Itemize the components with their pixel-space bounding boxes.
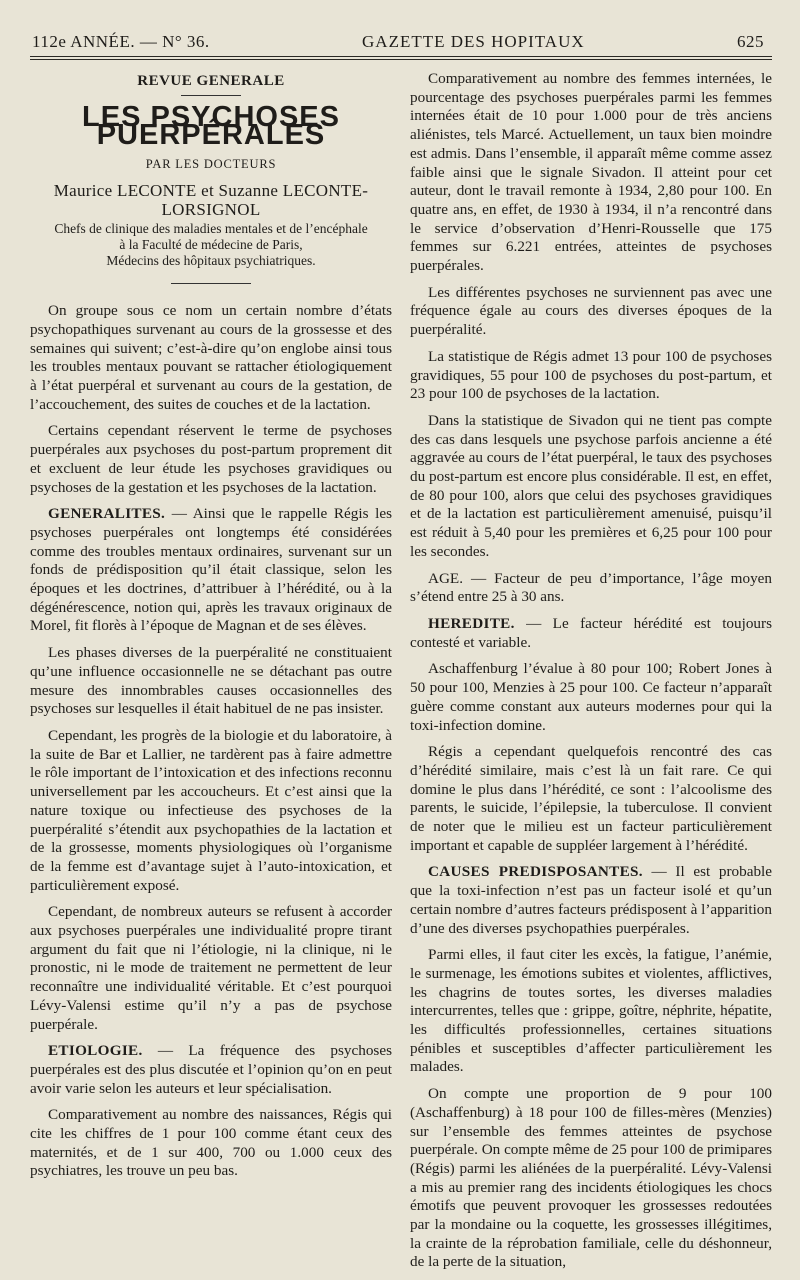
issue-number: 112e ANNÉE. — N° 36. <box>32 32 210 51</box>
section-heading: GENERALITES. <box>48 505 166 523</box>
journal-title: GAZETTE DES HOPITAUX <box>362 32 585 51</box>
paragraph-generalites <box>30 505 392 636</box>
right-column <box>410 70 772 1280</box>
paragraph: Comparativement au nombre des naissances, Régis qui cite les chiffres de 1 pour 100 comme étant ceux des maternités, et de 1 sur 400, 700 ou 1.000 ceux des psychiatres, les trouve un peu bas. <box>30 1106 392 1180</box>
header-rule-thin <box>30 59 772 60</box>
paragraph: Cependant, de nombreux auteurs se refusent à accorder aux psychoses puerpérales une individualité propre tirant argument du fait que ni l’étiologie, ni la clinique, ni le pronostic, ni le mode de traitement ne permettent de leur reconnaître une individualité véritable. Et c’est pourquoi Lévy-Valensi estime qu’il n’y a pas de psychose puerpérale. <box>30 903 392 1033</box>
affiliation-line-3: Médecins des hôpitaux psychiatriques. <box>106 253 316 269</box>
article-title: LES PSYCHOSES PUERPÉRALES <box>82 100 340 152</box>
title-divider <box>171 283 251 284</box>
paragraph-text: — Il est probable que la toxi-infection n’est pas un facteur isolé et qu’un certain nombre d’autres facteurs prédisposent à l’apparition d’une des diverses psychopathies puerpérales. <box>410 863 772 937</box>
paragraph: On compte une proportion de 9 pour 100 (Aschaffenburg) à 18 pour 100 de filles-mères (Menzies) sur l’ensemble des femmes atteintes de psychose puerpérale. On compte même de 25 pour 100 de primipares (Régis) parmi les aliénées de la puerpéralité. Lévy-Valensi a mis au premier rang des incidents étiologiques les chocs émotifs que peuvent provoquer les grossesses redoutées par la mondaine ou la coquette, les grossesses illégitimes, la crainte de la réprobation familiale, celle du déshonneur, de la perte de la situation, <box>410 1085 772 1271</box>
section-rubric: REVUE GENERALE <box>137 73 285 89</box>
rubric-divider <box>181 95 241 96</box>
section-heading: ETIOLOGIE. <box>48 1042 143 1060</box>
page-number: 625 <box>737 32 764 51</box>
paragraph-causes <box>410 863 772 938</box>
paragraph: Cependant, les progrès de la biologie et du laboratoire, à la suite de Bar et Lallier, ne tardèrent pas à faire admettre le rôle important de l’intoxication et des infections reconnu universellement par les accoucheurs. Et c’est ainsi que la nature toxique ou infectieuse des psychoses de la puerpéralité s’étendit aux psychopathies de la lactation et de la grossesse, moments physiologiques où l’organisme de la femme est d’avantage sujet à l’auto-intoxication, et particulièrement exposé. <box>30 726 392 894</box>
article-columns <box>30 70 772 1280</box>
affiliation-line-1: Chefs de clinique des maladies mentales et de l’encéphale <box>54 221 368 237</box>
header-rule <box>30 56 772 57</box>
paragraph-age: AGE. — Facteur de peu d’importance, l’âge moyen s’étend entre 25 à 30 ans. <box>410 569 772 606</box>
paragraph: Régis a cependant quelquefois rencontré des cas d’hérédité similaire, mais c’est là un fait rare. Ce qui domine le plus dans l’hérédité, ce sont : l’alcoolisme des parents, le suicide, l’épilepsie, la tuberculose. Il convient de noter que le milieu est un facteur particulièrement important et capable de suppléer largement à l’hérédité. <box>410 743 772 854</box>
paragraph: On groupe sous ce nom un certain nombre d’états psychopathiques survenant au cours de la grossesse et des semaines qui suivent; c’est-à-dire qu’on englobe ainsi tous les troubles mentaux pouvant se rattacher étiologiquement à l’état puerpéral et survenant au cours de la gestation, de l’accouchement, des suites de couches et de la lactation. <box>30 302 392 413</box>
affiliation-line-2: à la Faculté de médecine de Paris, <box>119 237 303 253</box>
section-heading: CAUSES PREDISPOSANTES. <box>428 863 643 881</box>
paragraph: Les différentes psychoses ne surviennent pas avec une fréquence égale au cours des diverses époques de la puerpéralité. <box>410 283 772 339</box>
paragraph-text: — La fréquence des psychoses puerpérales est des plus discutée et l’opinion qu’on en peut avoir varie selon les auteurs et leur spécialisation. <box>30 1042 392 1097</box>
paragraph: Aschaffenburg l’évalue à 80 pour 100; Robert Jones à 50 pour 100, Menzies à 25 pour 100. Ce facteur n’apparaît guère comme constant aux auteurs modernes pour qui la toxi-infection domine. <box>410 660 772 734</box>
paragraph: La statistique de Régis admet 13 pour 100 de psychoses gravidiques, 55 pour 100 de psychoses du post-partum, et 23 pour 100 de psychoses de la lactation. <box>410 347 772 403</box>
paragraph: Comparativement au nombre des femmes internées, le pourcentage des psychoses puerpérales parmi les femmes internées était de 10 pour 1.000 pour de très anciens aliénistes, tels Marcé. Actuellement, un taux bien moindre est admis. Dans l’ensemble, il apparaît même comme assez faible ainsi que le signale Sivadon. Il atteint pour cet auteur, dont le travail remonte à 1934, 2,80 pour 100. En quatre ans, en effet, de 1930 à 1934, il n’a rencontré dans le service d’observation d’Henri-Rousselle que 175 femmes sur 6.221 entrées, atteintes de psychoses puerpérales. <box>410 70 772 275</box>
paragraph-heredite <box>410 615 772 652</box>
paragraph-text: — Le facteur hérédité est toujours contesté et variable. <box>410 614 772 651</box>
paragraph: Dans la statistique de Sivadon qui ne tient pas compte des cas dans lesquels une psychose parfois ancienne a été aggravée au cours de l’état puerpéral, le taux des psychoses du post-partum est encore plus considérable. Il est, en effet, de 80 pour 100, alors que celui des psychoses gravidiques et de la lactation est particulièrement amenuisé, puisqu’il est réduit à 5,40 pour les premières et 6,25 pour 100 pour les secondes. <box>410 411 772 560</box>
paragraph-text: — Ainsi que le rappelle Régis les psychoses puerpérales ont longtemps été considérées comme des troubles mentaux ordinaires, survenant sur un fonds de prédisposition qu’il était classique, selon les époques et les doctrines, d’attribuer à l’hérédité, ou à la dégénérescence, notion qui, après les travaux originaux de Morel, fit florès à l’époque de Magnan et de ses élèves. <box>30 505 392 635</box>
paragraph: Parmi elles, il faut citer les excès, la fatigue, l’anémie, le surmenage, les émotions subites et violentes, afflictives, les chagrins de toutes sortes, les diverses maladies intercurrentes, telles que : grippe, goître, néphrite, hépatite, les difficultés professionnelles, certaines situations pénibles et susceptibles d’affecter particulièrement les malades. <box>410 946 772 1076</box>
page-header <box>30 32 772 52</box>
byline: PAR LES DOCTEURS <box>145 157 277 172</box>
paragraph: Certains cependant réservent le terme de psychoses puerpérales aux psychoses du post-partum proprement dit et excluent de leur étude les psychoses gravidiques ou psychoses de la gestation et les psychoses de la lactation. <box>30 422 392 496</box>
paragraph-etiologie <box>30 1042 392 1098</box>
left-column <box>30 70 392 1280</box>
paragraph: Les phases diverses de la puerpéralité ne constituaient qu’une influence occasionnelle ne se détachant pas outre mesure des innombrables causes occasionnelles des psychoses sur lesquelles il était habituel de ne pas insister. <box>30 644 392 718</box>
section-heading: HEREDITE. <box>428 614 515 632</box>
authors: Maurice LECONTE et Suzanne LECONTE-LORSIGNOL <box>53 180 369 219</box>
